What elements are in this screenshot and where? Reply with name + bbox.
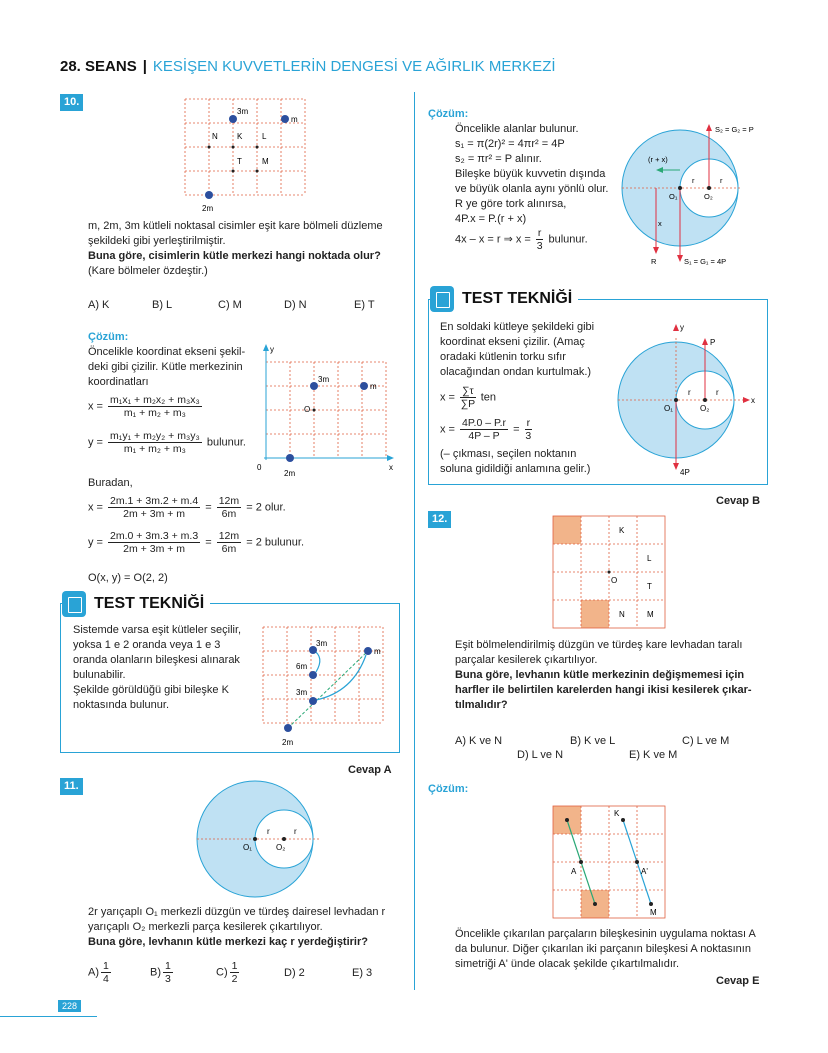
svg-text:O₂: O₂ [704, 192, 713, 201]
q11-solution-text: Öncelikle alanlar bulunur. s₁ = π(2r)² = 4πr² = 4P s₂ = πr² = P alınır. Bileşke büyük kuvvetin dışında ve büyük olanla aynı yönlü olur. R ye göre tork alınırsa, 4P.x = P.(r + x) 4x – x = r ⇒ x = $\frac{r}{3}$ bulunur. [455, 123, 609, 252]
q12-solution-figure [550, 803, 670, 921]
svg-text:r: r [267, 827, 270, 836]
q11-test-heading: TEST TEKNİĞİ [430, 286, 578, 312]
q11-options [88, 960, 388, 985]
svg-text:M: M [650, 908, 657, 917]
q10-x-calc: x = $\frac{2m.1 + 3m.2 + m.4}{2m + 3m + m}$ = $\frac{12m}{6m}$ = 2 olur. [88, 495, 286, 520]
svg-text:R: R [651, 257, 657, 266]
header-separator: | [142, 58, 147, 75]
svg-text:O: O [304, 405, 311, 414]
q11-test-figure [614, 318, 764, 480]
notebook-icon [62, 591, 86, 617]
svg-text:3m: 3m [296, 688, 308, 697]
svg-text:M: M [262, 157, 269, 166]
svg-text:y: y [270, 345, 274, 354]
svg-text:T: T [237, 157, 242, 166]
svg-text:x: x [751, 396, 755, 405]
svg-text:O: O [611, 576, 618, 585]
svg-text:m: m [374, 647, 381, 656]
q11-solution-figure [618, 118, 768, 273]
q10-stem: m, 2m, 3m kütleli noktasal cisimler eşit kare bölmeli düzleme şekildeki gibi yerleştirilmiştir. Buna göre, cisimlerin kütle merkezi hangi noktada olur? (Kare bölmeler özdeştir.) [88, 220, 383, 277]
option-a[interactable]: A) $\frac{1}{4}$ [88, 960, 109, 985]
svg-text:M: M [647, 610, 654, 619]
option-d[interactable]: D) N [284, 299, 307, 311]
q10-y-calc: y = $\frac{2m.0 + 3m.3 + m.3}{2m + 3m + m}$ = $\frac{12m}{6m}$ = 2 bulunur. [88, 530, 305, 555]
q10-buradan: Buradan, [88, 477, 133, 489]
option-e[interactable]: E) 3 [352, 966, 373, 979]
svg-text:K: K [237, 132, 243, 141]
q10-answer: Cevap A [348, 764, 392, 776]
question-11-number: 11. [60, 778, 83, 795]
svg-text:2m: 2m [202, 204, 214, 213]
q10-result: O(x, y) = O(2, 2) [88, 572, 168, 584]
option-a[interactable]: A) K [88, 299, 110, 311]
q12-options-row2 [517, 749, 767, 761]
option-c[interactable]: C) L ve M [682, 735, 730, 747]
svg-text:K: K [619, 526, 625, 535]
svg-text:L: L [262, 132, 267, 141]
option-d[interactable]: D) 2 [284, 966, 305, 979]
option-e[interactable]: E) K ve M [629, 749, 678, 761]
q11-test-text: En soldaki kütleye şekildeki gibi koordinat ekseni çizilir. (Amaç oradaki kütlenin torku sıfır olacağından ondan kurtulmak.) [440, 321, 595, 378]
svg-text:r: r [294, 827, 297, 836]
svg-text:K: K [614, 809, 620, 818]
svg-text:O₁: O₁ [669, 192, 678, 201]
q11-test-tail: (– çıkması, seçilen noktanın soluna gidildiği anlamına gelir.) [440, 448, 591, 475]
svg-text:2m: 2m [282, 738, 294, 747]
svg-text:r: r [720, 176, 723, 185]
option-c[interactable]: C) $\frac{1}{2}$ [216, 960, 238, 985]
svg-text:O₁: O₁ [664, 404, 673, 413]
svg-text:6m: 6m [296, 662, 308, 671]
svg-text:x: x [389, 463, 393, 472]
svg-text:O₂: O₂ [276, 843, 286, 852]
q11-test-eq1: x = $\frac{\sum\tau}{\sum P}$ ten [440, 385, 497, 410]
svg-text:r: r [716, 388, 719, 397]
q11-disk-figure [180, 778, 330, 900]
svg-text:O₂: O₂ [700, 404, 710, 413]
q10-x-formula: x = $\frac{\text{m₁x₁ + m₂x₂ + m₃x₃}}{\text{m₁ + m₂ + m₃}}$ [88, 394, 200, 419]
q10-solution-title: Çözüm: [88, 331, 129, 343]
svg-text:P: P [710, 338, 716, 347]
q10-axis-figure [254, 342, 399, 482]
option-e[interactable]: E) T [354, 299, 375, 311]
mass-3m-dot [229, 115, 237, 123]
q10-test-text: Sistemde varsa eşit kütleler seçilir, yoksa 1 e 2 oranda veya 1 e 3 oranda olanların bileşkesi alınarak bulunabilir. Şekilde görüldüğü gibi bileşke K noktasında bulunur. [73, 624, 242, 711]
svg-text:y: y [680, 323, 684, 332]
q10-solution-text: Öncelikle koordinat ekseni şekil- deki gibi çizilir. Kütle merkezinin koordinatları [88, 346, 246, 388]
option-b[interactable]: B) K ve L [570, 735, 616, 747]
q12-answer: Cevap E [716, 975, 760, 987]
svg-text:r: r [688, 388, 691, 397]
q10-options [88, 299, 388, 311]
q12-solution-title: Çözüm: [428, 783, 469, 795]
svg-text:m: m [370, 382, 377, 391]
column-divider [414, 92, 415, 990]
svg-text:2m: 2m [284, 469, 296, 478]
q12-stem: Eşit bölmelendirilmiş düzgün ve türdeş kare levhadan taralı parçalar kesilerek çıkartılıyor. Buna göre, levhanın kütle merkezinin değişmemesi için harfler ile belirtilen karelerden hangi ikisi kesilerek çıkar- tılmalıdır? [455, 639, 752, 711]
chapter-title: KESİŞEN KUVVETLERİN DENGESİ VE AĞIRLIK MERKEZİ [152, 58, 556, 75]
svg-text:N: N [212, 132, 218, 141]
svg-text:m: m [291, 115, 298, 124]
svg-text:S₂ = G₂ = P: S₂ = G₂ = P [715, 125, 754, 134]
q11-stem: 2r yarıçaplı O₁ merkezli düzgün ve türdeş dairesel levhadan r yarıçaplı O₂ merkezli parça kesilerek çıkartılıyor. Buna göre, levhanın kütle merkezi kaç r yerdeğiştirir? [88, 906, 386, 948]
q11-answer: Cevap B [716, 495, 761, 507]
svg-text:3m: 3m [318, 375, 330, 384]
notebook-icon [430, 286, 454, 312]
q12-options-row1 [455, 735, 765, 747]
q10-y-formula: y = $\frac{\text{m₁y₁ + m₂y₂ + m₃y₃}}{\text{m₁ + m₂ + m₃}}$ bulunur. [88, 430, 246, 455]
q11-test-eq2: x = $\frac{4P.0 - P.r}{4P - P}$ = $\frac{r}{3}$ [440, 417, 532, 442]
option-b[interactable]: B) $\frac{1}{3}$ [150, 960, 171, 985]
option-c[interactable]: C) M [218, 299, 242, 311]
svg-text:O₁: O₁ [243, 843, 252, 852]
option-d[interactable]: D) L ve N [517, 749, 564, 761]
session-label: 28. SEANS [60, 58, 137, 75]
page-number: 228 [58, 1000, 81, 1012]
mass-m-dot [281, 115, 289, 123]
q10-test-heading: TEST TEKNİĞİ [62, 591, 210, 617]
svg-text:3m: 3m [316, 639, 328, 648]
q11-solution-title: Çözüm: [428, 108, 469, 120]
svg-text:A: A [571, 867, 577, 876]
svg-text:T: T [647, 582, 652, 591]
svg-text:L: L [647, 554, 652, 563]
option-b[interactable]: B) L [152, 299, 173, 311]
svg-text:3m: 3m [237, 107, 249, 116]
mass-2m-dot [205, 191, 213, 199]
svg-text:r: r [692, 176, 695, 185]
svg-text:N: N [619, 610, 625, 619]
option-a[interactable]: A) K ve N [455, 735, 503, 747]
svg-text:4P: 4P [680, 468, 690, 477]
svg-text:x: x [658, 219, 662, 228]
q12-grid-figure [550, 513, 670, 631]
q12-solution-text: Öncelikle çıkarılan parçaların bileşkesinin uygulama noktası A da bulunur. Diğer çıkarılan iki parçanın bileşkesi A noktasının simetriği A' ünde olacak şekilde çıkartılmalıdır. [455, 928, 756, 970]
svg-text:A': A' [641, 867, 648, 876]
svg-text:0: 0 [257, 463, 262, 472]
footer-line [0, 1016, 97, 1017]
page-header [60, 58, 556, 75]
q10-test-figure [258, 622, 388, 750]
q10-grid-figure [180, 94, 310, 214]
svg-text:S₁ = G₁ = 4P: S₁ = G₁ = 4P [684, 257, 727, 266]
question-12-number: 12. [428, 511, 451, 528]
question-10-number: 10. [60, 94, 83, 111]
svg-text:(r + x): (r + x) [648, 155, 668, 164]
